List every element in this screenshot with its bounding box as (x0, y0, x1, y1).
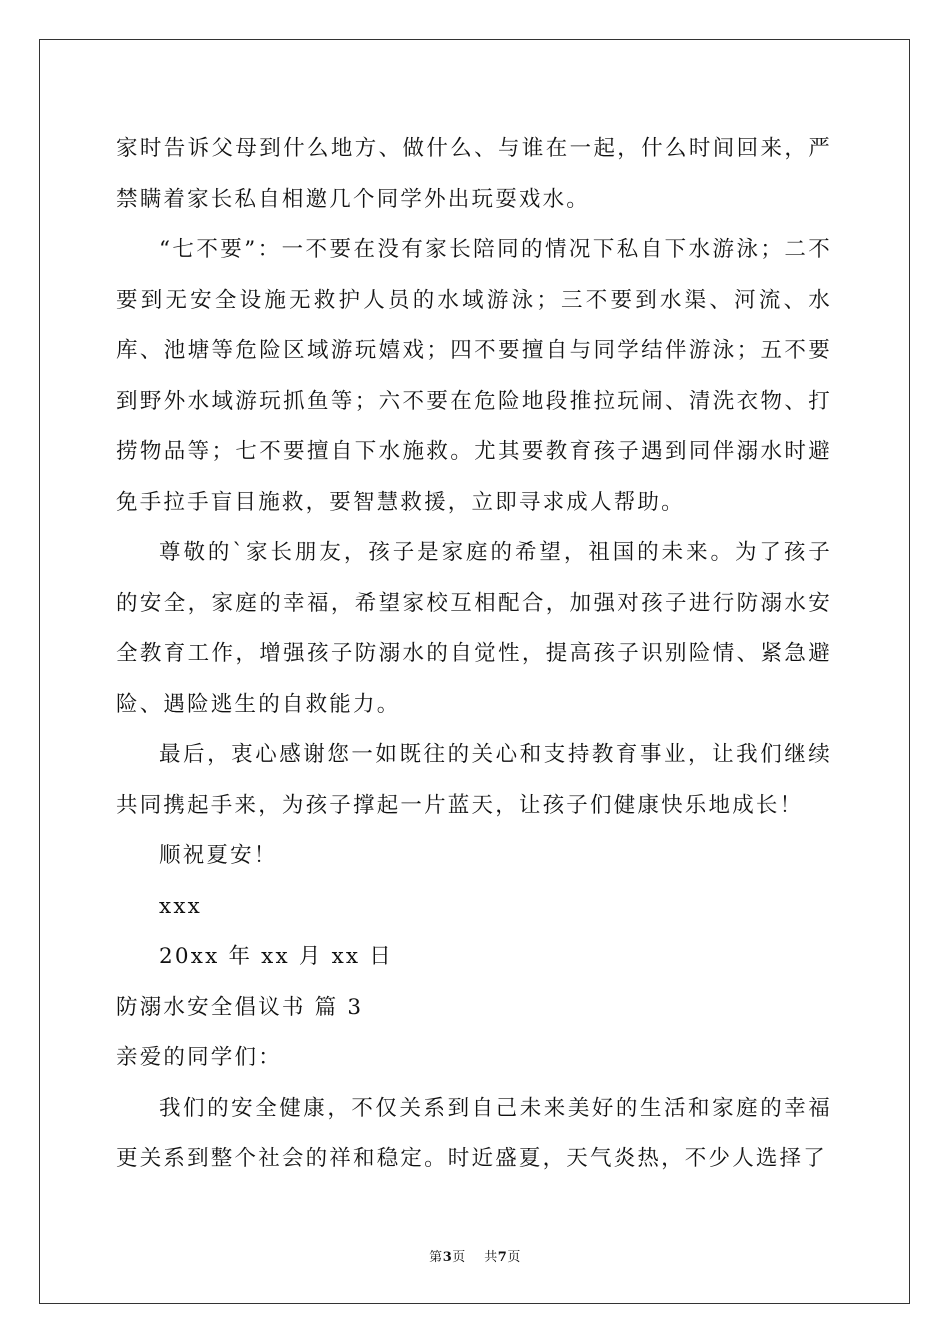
salutation: 亲爱的同学们： (116, 1045, 282, 1070)
section-title: 防溺水安全倡议书 篇 3 (116, 994, 364, 1020)
paragraph-seven-donts: “七不要”：一不要在没有家长陪同的情况下私自下水游泳；二不要到无安全设施无救护人员的水域游泳；三不要到水渠、河流、水库、池塘等危险区域游玩嬉戏；四不要擅自与同学结伴游泳；五不要到野外水域游玩抓鱼等；六不要在危险地段推拉玩闹、清洗衣物、打捞物品等；七不要擅自下水施救。尤其要教育孩子遇到同伴溺水时避免手拉手盲目施救，要智慧救援，立即寻求成人帮助。 (116, 237, 832, 515)
page-mid: 页 共 (452, 1250, 498, 1265)
closing-greeting: 顺祝夏安！ (159, 843, 278, 868)
paragraph-thanks: 最后，衷心感谢您一如既往的关心和支持教育事业，让我们继续共同携起手来，为孩子撑起一片蓝天，让孩子们健康快乐地成长！ (116, 742, 832, 818)
paragraph-intro: 我们的安全健康，不仅关系到自己未来美好的生活和家庭的幸福更关系到整个社会的祥和稳定。时近盛夏，天气炎热，不少人选择了 (116, 1095, 832, 1171)
date-line: 20xx 年 xx 月 xx 日 (159, 944, 393, 969)
page-footer (0, 1246, 950, 1265)
page-prefix: 第 (429, 1250, 443, 1265)
page-suffix: 页 (507, 1250, 521, 1265)
page-total: 7 (497, 1250, 508, 1265)
paragraph-dear-parents: 尊敬的`家长朋友，孩子是家庭的希望，祖国的未来。为了孩子的安全，家庭的幸福，希望家校互相配合，加强对孩子进行防溺水安全教育工作，增强孩子防溺水的自觉性，提高孩子识别险情、紧急避险、遇险逃生的自救能力。 (116, 540, 832, 717)
page-current: 3 (442, 1250, 453, 1265)
paragraph-continuation: 家时告诉父母到什么地方、做什么、与谁在一起，什么时间回来，严禁瞒着家长私自相邀几个同学外出玩耍戏水。 (116, 136, 832, 212)
document-body (116, 124, 832, 1185)
signature: xxx (159, 893, 202, 919)
